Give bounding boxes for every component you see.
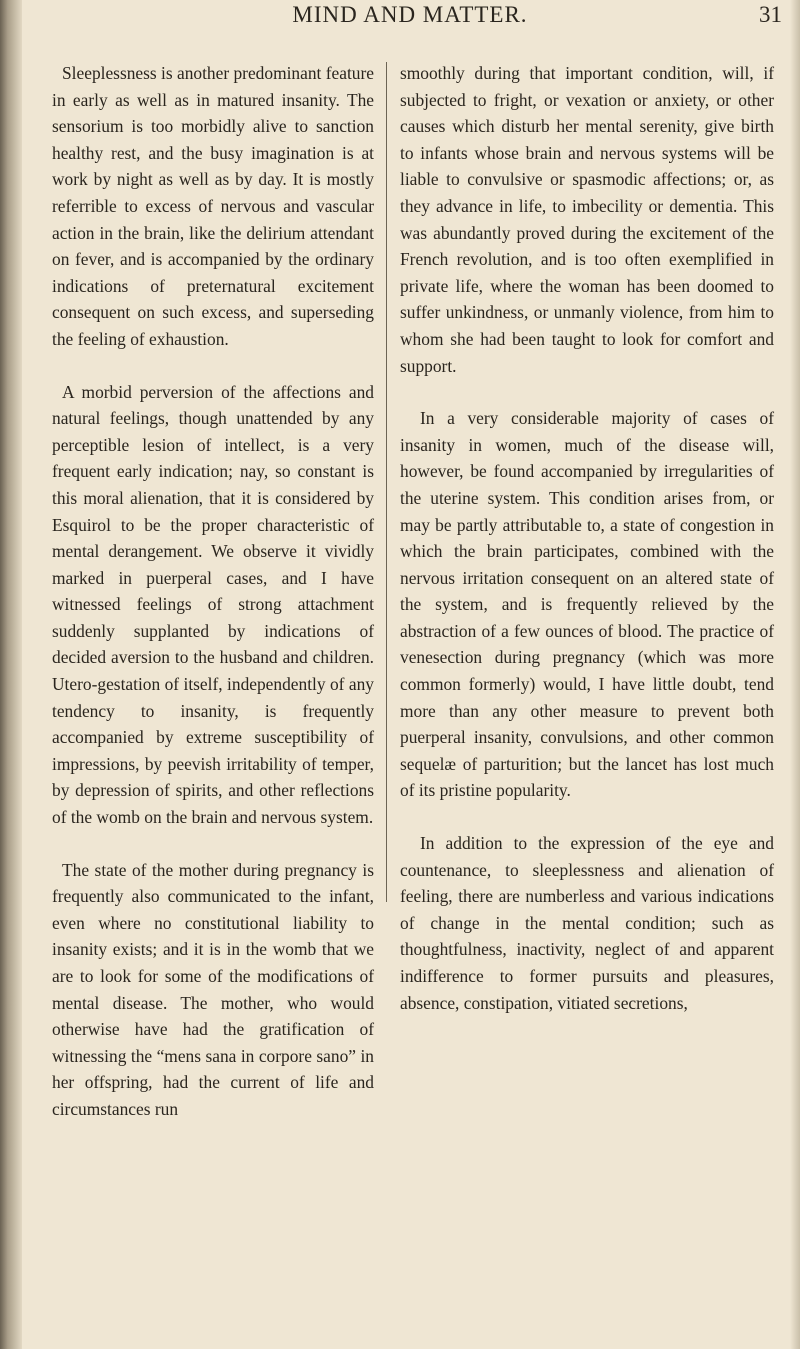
running-head bbox=[0, 2, 800, 32]
right-column bbox=[400, 60, 774, 1042]
paragraph: The state of the mother during pregnancy is frequently also communicated to the infant, even where no constitutional liability to insanity exists; and it is in the womb that we are to look for some of the modifications of mental disease. The mother, who would otherwise have had the gratification of witnessing the “mens sana in corpore sano” in her offspring, had the current of life and circumstances run bbox=[52, 859, 374, 1119]
column-divider bbox=[386, 62, 387, 902]
left-column bbox=[52, 60, 374, 1149]
paragraph: In addition to the expression of the eye and countenance, to sleeplessness and alienation of feeling, there are numberless and various indications of change in the mental condition; such as thoughtfulness, inactivity, neglect of and apparent indifference to former pursuits and pleasures, absence, constipation, vitiated secretions, bbox=[400, 833, 774, 1013]
page-edge-shadow bbox=[0, 0, 22, 1349]
paragraph: smoothly during that important condition, will, if subjected to fright, or vexation or anxiety, or other causes which disturb her mental serenity, give birth to infants whose brain and nervous systems will be liable to convulsive or spasmodic affections; or, as they advance in life, to imbecility or dementia. This was abundantly proved during the excitement of the French revolution, and is too often exemplified in private life, where the woman has been doomed to suffer unkindness, or unmanly violence, from him to whom she had been taught to look for comfort and support. bbox=[400, 63, 774, 376]
paragraph: A morbid perversion of the affections and natural feelings, though unattended by any perceptible lesion of intellect, is a very frequent early indication; nay, so constant is this moral alienation, that it is considered by Esquirol to be the proper characteristic of mental derangement. We observe it vividly marked in puerperal cases, and I have witnessed feelings of strong attachment suddenly supplanted by indications of decided aversion to the husband and children. Utero-gestation of itself, independently of any tendency to insanity, is frequently accompanied by extreme susceptibility of impressions, by peevish irritability of temper, by depression of spirits, and other reflections of the womb on the brain and nervous system. bbox=[52, 381, 374, 828]
paragraph: Sleeplessness is another predominant feature in early as well as in matured insanity. The sensorium is too morbidly alive to sanction healthy rest, and the busy imagination is at work by night as well as by day. It is mostly referrible to excess of nervous and vascular action in the brain, like the delirium attendant on fever, and is accompanied by the ordinary indications of preternatural excitement consequent on such excess, and superseding the feeling of exhaustion. bbox=[52, 63, 374, 349]
paragraph: In a very considerable majority of cases of insanity in women, much of the disease will, however, be found accompanied by irregularities of the uterine system. This condition arises from, or may be partly attributable to, a state of congestion in which the brain participates, combined with the nervous irritation consequent on an altered state of the system, and is frequently relieved by the abstraction of a few ounces of blood. The practice of venesection during pregnancy (which was more common formerly) would, I have little doubt, tend more than any other measure to prevent both puerperal insanity, convulsions, and other common sequelæ of parturition; but the lancet has lost much of its pristine popularity. bbox=[400, 408, 774, 801]
running-title: MIND AND MATTER. bbox=[292, 2, 528, 27]
page-number: 31 bbox=[759, 2, 782, 27]
page-edge-right bbox=[790, 0, 800, 1349]
